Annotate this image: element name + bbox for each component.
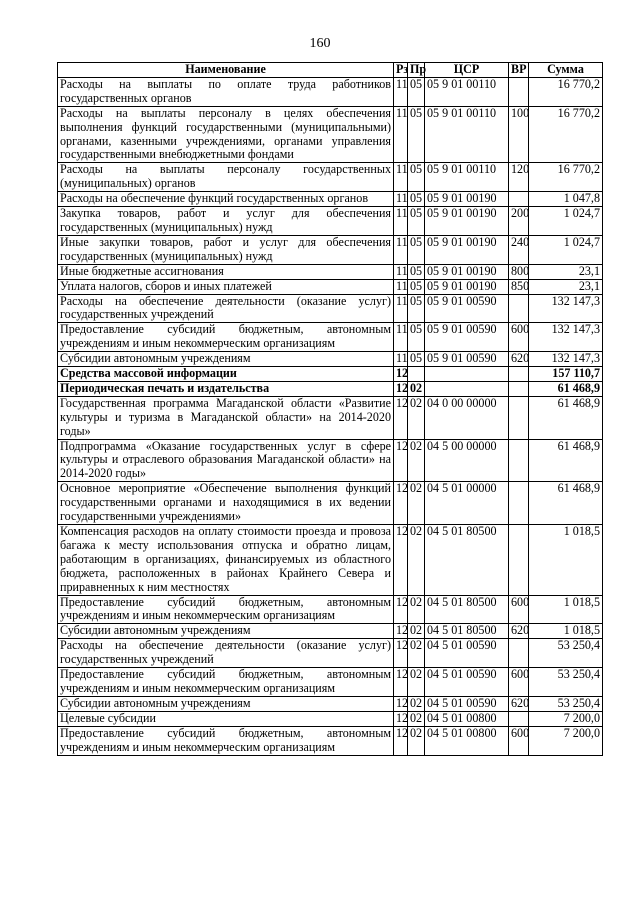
cell-pr: 02 [408, 726, 425, 755]
cell-name: Иные закупки товаров, работ и услуг для обеспечения государственных (муниципальных) нужд [58, 235, 394, 264]
cell-vr [509, 192, 529, 207]
cell-vr: 600 [509, 323, 529, 352]
cell-rz: 11 [394, 352, 408, 367]
cell-csr: 04 5 01 80500 [425, 525, 509, 596]
cell-csr: 05 9 01 00190 [425, 279, 509, 294]
cell-sum: 132 147,3 [529, 294, 603, 323]
cell-sum: 7 200,0 [529, 726, 603, 755]
cell-rz: 12 [394, 525, 408, 596]
cell-vr: 600 [509, 668, 529, 697]
header-vr: ВР [509, 63, 529, 78]
cell-sum: 1 018,5 [529, 525, 603, 596]
table-header-row [58, 63, 603, 78]
cell-rz: 11 [394, 207, 408, 236]
cell-csr: 04 5 01 00800 [425, 726, 509, 755]
cell-vr [509, 482, 529, 525]
cell-pr: 02 [408, 696, 425, 711]
cell-vr [509, 525, 529, 596]
table-row [58, 163, 603, 192]
cell-name: Средства массовой информации [58, 367, 394, 382]
cell-pr: 02 [408, 482, 425, 525]
cell-sum: 132 147,3 [529, 352, 603, 367]
table-row [58, 668, 603, 697]
cell-sum: 61 468,9 [529, 482, 603, 525]
cell-sum: 53 250,4 [529, 668, 603, 697]
cell-sum: 61 468,9 [529, 396, 603, 439]
cell-csr [425, 367, 509, 382]
cell-rz: 12 [394, 595, 408, 624]
cell-sum: 16 770,2 [529, 163, 603, 192]
cell-sum: 1 024,7 [529, 235, 603, 264]
table-row [58, 323, 603, 352]
cell-vr: 600 [509, 726, 529, 755]
table-row [58, 482, 603, 525]
cell-name: Субсидии автономным учреждениям [58, 624, 394, 639]
cell-name: Расходы на обеспечение функций государственных органов [58, 192, 394, 207]
cell-sum: 157 110,7 [529, 367, 603, 382]
cell-pr: 05 [408, 264, 425, 279]
cell-pr: 02 [408, 396, 425, 439]
cell-name: Закупка товаров, работ и услуг для обеспечения государственных (муниципальных) нужд [58, 207, 394, 236]
cell-csr: 04 5 01 00800 [425, 711, 509, 726]
cell-csr: 04 5 01 00590 [425, 639, 509, 668]
cell-rz: 11 [394, 163, 408, 192]
cell-sum: 61 468,9 [529, 381, 603, 396]
page-number: 160 [309, 36, 331, 51]
cell-rz: 12 [394, 711, 408, 726]
table-row [58, 396, 603, 439]
table-row [58, 77, 603, 106]
cell-name: Подпрограмма «Оказание государственных услуг в сфере культуры и отраслевого образования Магаданской области» на 2014-2020 годы» [58, 439, 394, 482]
cell-pr: 05 [408, 352, 425, 367]
cell-csr: 05 9 01 00190 [425, 235, 509, 264]
cell-pr: 05 [408, 192, 425, 207]
cell-pr: 05 [408, 207, 425, 236]
cell-rz: 12 [394, 367, 408, 382]
cell-sum: 7 200,0 [529, 711, 603, 726]
table-row [58, 294, 603, 323]
cell-vr: 120 [509, 163, 529, 192]
cell-pr [408, 367, 425, 382]
cell-csr: 05 9 01 00110 [425, 106, 509, 163]
cell-vr: 620 [509, 696, 529, 711]
cell-csr: 05 9 01 00590 [425, 294, 509, 323]
header-pr: Пр [408, 63, 425, 78]
cell-sum: 1 018,5 [529, 624, 603, 639]
table-row [58, 711, 603, 726]
table-row [58, 367, 603, 382]
cell-pr: 02 [408, 595, 425, 624]
table-row [58, 264, 603, 279]
cell-sum: 23,1 [529, 264, 603, 279]
cell-pr: 05 [408, 279, 425, 294]
cell-rz: 11 [394, 279, 408, 294]
table-row [58, 639, 603, 668]
table-row [58, 624, 603, 639]
cell-rz: 12 [394, 696, 408, 711]
cell-rz: 11 [394, 77, 408, 106]
cell-vr: 800 [509, 264, 529, 279]
cell-sum: 23,1 [529, 279, 603, 294]
cell-csr: 05 9 01 00110 [425, 163, 509, 192]
cell-pr: 02 [408, 639, 425, 668]
table-row [58, 192, 603, 207]
table-row [58, 207, 603, 236]
cell-pr: 02 [408, 439, 425, 482]
cell-rz: 11 [394, 106, 408, 163]
cell-vr [509, 77, 529, 106]
cell-name: Расходы на выплаты персоналу государственных (муниципальных) органов [58, 163, 394, 192]
cell-sum: 16 770,2 [529, 106, 603, 163]
cell-pr: 02 [408, 668, 425, 697]
cell-sum: 53 250,4 [529, 696, 603, 711]
cell-name: Периодическая печать и издательства [58, 381, 394, 396]
table-body [58, 77, 603, 755]
cell-name: Расходы на обеспечение деятельности (оказание услуг) государственных учреждений [58, 639, 394, 668]
cell-pr: 02 [408, 624, 425, 639]
cell-name: Расходы на выплаты по оплате труда работников государственных органов [58, 77, 394, 106]
cell-rz: 12 [394, 726, 408, 755]
cell-vr: 100 [509, 106, 529, 163]
cell-rz: 12 [394, 639, 408, 668]
cell-sum: 16 770,2 [529, 77, 603, 106]
cell-sum: 1 024,7 [529, 207, 603, 236]
cell-csr: 04 5 01 00000 [425, 482, 509, 525]
cell-pr: 02 [408, 525, 425, 596]
table-row [58, 595, 603, 624]
cell-sum: 132 147,3 [529, 323, 603, 352]
cell-name: Уплата налогов, сборов и иных платежей [58, 279, 394, 294]
cell-vr [509, 381, 529, 396]
cell-csr: 04 5 01 80500 [425, 624, 509, 639]
table-row [58, 696, 603, 711]
cell-name: Компенсация расходов на оплату стоимости проезда и провоза багажа к месту использования отпуска и обратно лицам, работающим в организациях, финансируемых из областного бюджета, расположенных в районах Крайнего Севера и приравненных к ним местностях [58, 525, 394, 596]
cell-name: Иные бюджетные ассигнования [58, 264, 394, 279]
cell-csr: 05 9 01 00190 [425, 207, 509, 236]
header-csr: ЦСР [425, 63, 509, 78]
cell-rz: 12 [394, 381, 408, 396]
cell-pr: 05 [408, 106, 425, 163]
cell-rz: 11 [394, 235, 408, 264]
cell-vr [509, 396, 529, 439]
cell-csr: 05 9 01 00590 [425, 352, 509, 367]
cell-name: Целевые субсидии [58, 711, 394, 726]
cell-rz: 12 [394, 624, 408, 639]
cell-pr: 05 [408, 294, 425, 323]
header-rz: Рз [394, 63, 408, 78]
table-row [58, 525, 603, 596]
cell-name: Предоставление субсидий бюджетным, автономным учреждениям и иным некоммерческим организациям [58, 595, 394, 624]
cell-vr [509, 639, 529, 668]
budget-table [57, 62, 603, 756]
header-name: Наименование [58, 63, 394, 78]
table-row [58, 381, 603, 396]
cell-vr [509, 711, 529, 726]
cell-csr: 04 5 01 00590 [425, 668, 509, 697]
cell-rz: 12 [394, 482, 408, 525]
cell-sum: 1 047,8 [529, 192, 603, 207]
cell-name: Предоставление субсидий бюджетным, автономным учреждениям и иным некоммерческим организациям [58, 668, 394, 697]
cell-rz: 12 [394, 439, 408, 482]
cell-csr: 05 9 01 00190 [425, 264, 509, 279]
cell-pr: 02 [408, 711, 425, 726]
cell-vr [509, 367, 529, 382]
cell-pr: 05 [408, 77, 425, 106]
cell-name: Субсидии автономным учреждениям [58, 352, 394, 367]
cell-vr: 200 [509, 207, 529, 236]
cell-rz: 11 [394, 264, 408, 279]
cell-name: Основное мероприятие «Обеспечение выполнения функций государственными органами и находящимися в их ведении государственными учреждениями» [58, 482, 394, 525]
cell-pr: 02 [408, 381, 425, 396]
cell-rz: 11 [394, 192, 408, 207]
cell-name: Субсидии автономным учреждениям [58, 696, 394, 711]
cell-name: Расходы на обеспечение деятельности (оказание услуг) государственных учреждений [58, 294, 394, 323]
cell-rz: 11 [394, 323, 408, 352]
cell-csr: 04 0 00 00000 [425, 396, 509, 439]
cell-name: Предоставление субсидий бюджетным, автономным учреждениям и иным некоммерческим организациям [58, 323, 394, 352]
cell-vr [509, 439, 529, 482]
cell-rz: 12 [394, 668, 408, 697]
cell-sum: 61 468,9 [529, 439, 603, 482]
cell-sum: 1 018,5 [529, 595, 603, 624]
cell-pr: 05 [408, 163, 425, 192]
cell-csr: 05 9 01 00190 [425, 192, 509, 207]
cell-csr [425, 381, 509, 396]
cell-vr: 240 [509, 235, 529, 264]
table-row [58, 726, 603, 755]
cell-csr: 04 5 01 80500 [425, 595, 509, 624]
cell-vr: 600 [509, 595, 529, 624]
table-row [58, 279, 603, 294]
table-row [58, 235, 603, 264]
table-row [58, 352, 603, 367]
cell-sum: 53 250,4 [529, 639, 603, 668]
cell-name: Государственная программа Магаданской области «Развитие культуры и туризма в Магаданской области» на 2014-2020 годы» [58, 396, 394, 439]
cell-pr: 05 [408, 235, 425, 264]
cell-name: Расходы на выплаты персоналу в целях обеспечения выполнения функций государственными (муниципальными) органами, казенными учреждениями, органами управления государственными внебюджетными фондами [58, 106, 394, 163]
cell-csr: 04 5 00 00000 [425, 439, 509, 482]
cell-vr: 850 [509, 279, 529, 294]
cell-rz: 12 [394, 396, 408, 439]
cell-vr [509, 294, 529, 323]
table-row [58, 106, 603, 163]
cell-csr: 05 9 01 00590 [425, 323, 509, 352]
cell-pr: 05 [408, 323, 425, 352]
cell-csr: 04 5 01 00590 [425, 696, 509, 711]
cell-vr: 620 [509, 352, 529, 367]
cell-name: Предоставление субсидий бюджетным, автономным учреждениям и иным некоммерческим организациям [58, 726, 394, 755]
cell-csr: 05 9 01 00110 [425, 77, 509, 106]
cell-vr: 620 [509, 624, 529, 639]
table-row [58, 439, 603, 482]
header-sum: Сумма [529, 63, 603, 78]
cell-rz: 11 [394, 294, 408, 323]
